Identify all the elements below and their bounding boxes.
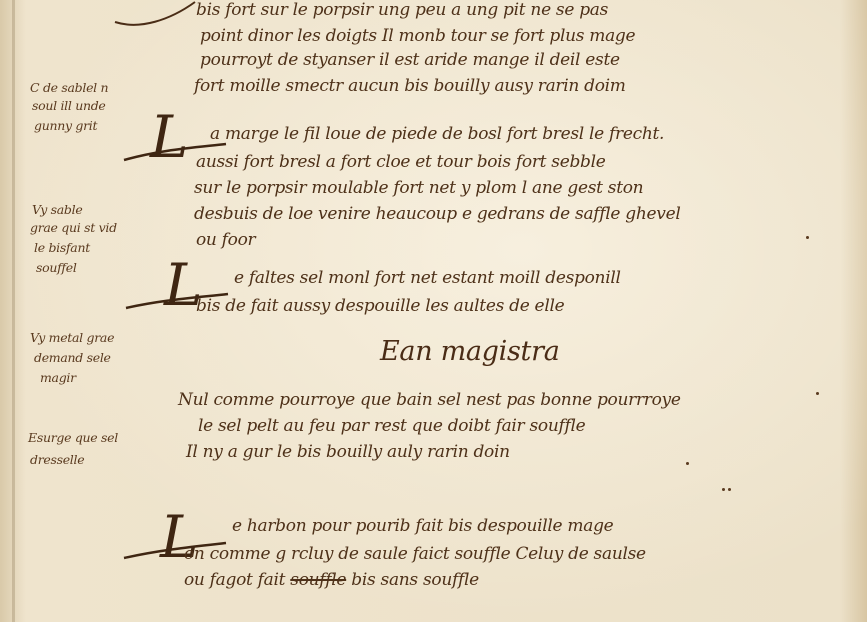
top-line-2: point dinor les doigts Il monb tour se fort plus mage — [200, 26, 636, 46]
struck-word: souffle — [290, 570, 347, 590]
paragraph-1-line-5: ou foor — [196, 230, 256, 250]
margin-note-1-line-3: gunny grit — [34, 118, 98, 133]
margin-note-2-line-1: Vy sable — [32, 202, 83, 217]
margin-note-3-line-1: Vy metal grae — [30, 330, 115, 345]
binding-fold — [12, 0, 15, 622]
paragraph-3-line-2: le sel pelt au feu par rest que doibt fair souffle — [198, 416, 586, 436]
flourish-stroke — [110, 0, 200, 30]
paragraph-4-line-3 — [184, 570, 479, 590]
ink-dot — [816, 392, 819, 395]
ink-dot — [722, 488, 725, 491]
paragraph-1-line-4: desbuis de loe venire heaucoup e gedrans de saffle ghevel — [194, 204, 681, 224]
margin-note-2-line-3: le bisfant — [34, 240, 90, 255]
top-line-3: pourroyt de styanser il est aride mange il deil este — [200, 50, 620, 70]
paragraph-2-line-1: e faltes sel monl fort net estant moill desponill — [234, 268, 621, 288]
paragraph-1-line-2: aussi fort bresl a fort cloe et tour bois fort sebble — [196, 152, 606, 172]
line-3-start: ou fagot fait — [184, 570, 291, 590]
paragraph-2-initial: L — [164, 251, 203, 319]
ink-dot — [728, 488, 731, 491]
section-heading: Ean magistra — [380, 336, 560, 367]
ink-dot — [686, 462, 689, 465]
paragraph-1-line-3: sur le porpsir moulable fort net y plom l ane gest ston — [194, 178, 644, 198]
paragraph-3-line-3: Il ny a gur le bis bouilly auly rarin doin — [186, 442, 510, 462]
paragraph-2-line-2: bis de fait aussy despouille les aultes de elle — [196, 296, 565, 316]
paragraph-1-initial: L — [150, 103, 189, 171]
margin-note-2-line-4: souffel — [36, 260, 77, 275]
margin-note-3-line-3: magir — [40, 370, 76, 385]
margin-note-4-line-2: dresselle — [30, 452, 85, 467]
paragraph-4-line-2: on comme g rcluy de saule faict souffle Celuy de saulse — [184, 544, 646, 564]
paragraph-1-line-1: a marge le fil loue de piede de bosl fort bresl le frecht. — [210, 124, 665, 144]
ink-dot — [806, 236, 809, 239]
margin-note-3-line-2: demand sele — [34, 350, 111, 365]
paragraph-4-initial: L — [160, 503, 199, 571]
margin-note-2-line-2: grae qui st vid — [30, 220, 117, 235]
margin-note-1-line-1: C de sablel n — [30, 80, 109, 95]
margin-note-4-line-1: Esurge que sel — [28, 430, 118, 445]
margin-note-1-line-2: soul ill unde — [32, 98, 106, 113]
line-3-end: bis sans souffle — [346, 570, 479, 590]
paragraph-3-line-1: Nul comme pourroye que bain sel nest pas bonne pourrroye — [178, 390, 681, 410]
paragraph-4-line-1: e harbon pour pourib fait bis despouille mage — [232, 516, 614, 536]
top-line-4: fort moille smectr aucun bis bouilly ausy rarin doim — [194, 76, 626, 96]
top-line-1: bis fort sur le porpsir ung peu a ung pit ne se pas — [196, 0, 609, 20]
